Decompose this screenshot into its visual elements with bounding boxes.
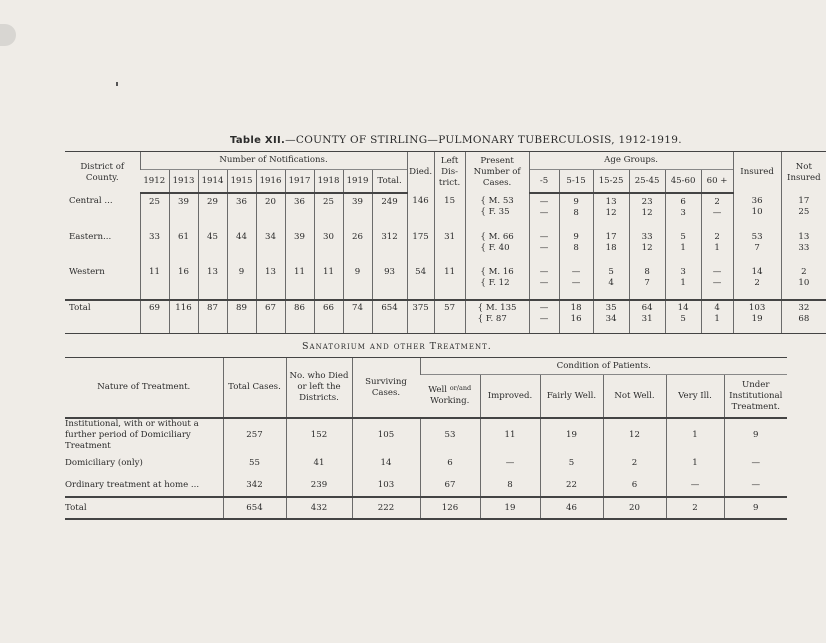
- value-cell: 41: [286, 452, 352, 474]
- age-cell: 4 1: [701, 300, 733, 334]
- value-cell: 105: [352, 418, 420, 452]
- age-cell: — —: [529, 229, 559, 264]
- punch-hole: [0, 24, 16, 46]
- header-age: 5-15: [559, 170, 593, 194]
- header-age: -5: [529, 170, 559, 194]
- value-cell: 103: [352, 474, 420, 497]
- not-insured-cell: 2 10: [781, 264, 826, 300]
- header-year: 1916: [256, 170, 285, 194]
- total-row: [65, 300, 826, 334]
- year-count: 87: [198, 300, 227, 334]
- value-cell: 12: [603, 418, 666, 452]
- year-count: 9: [343, 264, 372, 300]
- left-count: 11: [434, 264, 465, 300]
- header-year: 1912: [140, 170, 169, 194]
- age-cell: 2 1: [701, 229, 733, 264]
- table-title-text: —COUNTY OF STIRLING—PULMONARY TUBERCULOSIS, 1912-1919.: [285, 134, 682, 146]
- value-cell: 239: [286, 474, 352, 497]
- year-count: 39: [285, 229, 314, 264]
- header-well-working: Well $^{or/and}$ Working.: [420, 375, 480, 419]
- present-cases: { M. 135 { F. 87: [465, 300, 529, 334]
- year-count: 25: [140, 193, 169, 229]
- value-cell: 342: [223, 474, 286, 497]
- year-count: 67: [256, 300, 285, 334]
- value-cell: 19: [540, 418, 603, 452]
- value-cell: 55: [223, 452, 286, 474]
- total-count: 654: [372, 300, 407, 334]
- table-row: [65, 264, 826, 300]
- year-count: 16: [169, 264, 198, 300]
- header-insured: Insured: [733, 152, 781, 194]
- year-count: 89: [227, 300, 256, 334]
- value-cell: 20: [603, 497, 666, 519]
- year-count: 39: [343, 193, 372, 229]
- value-cell: 1: [666, 452, 724, 474]
- year-count: 33: [140, 229, 169, 264]
- value-cell: 1: [666, 418, 724, 452]
- value-cell: 8: [480, 474, 540, 497]
- header-year: 1915: [227, 170, 256, 194]
- table-row: [65, 229, 826, 264]
- not-insured-cell: 13 33: [781, 229, 826, 264]
- year-count: 44: [227, 229, 256, 264]
- year-count: 74: [343, 300, 372, 334]
- age-cell: — —: [529, 300, 559, 334]
- age-cell: 13 12: [593, 193, 629, 229]
- header-under-treatment: Under Institutional Treatment.: [724, 375, 787, 419]
- value-cell: —: [480, 452, 540, 474]
- header-age: 60 +: [701, 170, 733, 194]
- present-male: M. 16: [488, 267, 514, 277]
- value-cell: 6: [603, 474, 666, 497]
- value-cell: 67: [420, 474, 480, 497]
- insured-cell: 53 7: [733, 229, 781, 264]
- year-count: 25: [314, 193, 343, 229]
- treatment-name: Institutional, with or without a further period of Domiciliary Treatment: [65, 418, 223, 452]
- age-cell: — —: [529, 193, 559, 229]
- header-total-cases: Total Cases.: [223, 358, 286, 419]
- header-very-ill: Very Ill.: [666, 375, 724, 419]
- header-surviving: Surviving Cases.: [352, 358, 420, 419]
- header-age: 15-25: [593, 170, 629, 194]
- age-cell: 33 12: [629, 229, 665, 264]
- present-male: M. 53: [488, 196, 514, 206]
- value-cell: 22: [540, 474, 603, 497]
- header-year: 1917: [285, 170, 314, 194]
- header-total: Total.: [372, 170, 407, 194]
- age-cell: 64 31: [629, 300, 665, 334]
- total-count: 249: [372, 193, 407, 229]
- value-cell: 53: [420, 418, 480, 452]
- value-cell: 19: [480, 497, 540, 519]
- year-count: 39: [169, 193, 198, 229]
- age-cell: 8 7: [629, 264, 665, 300]
- present-female: F. 87: [485, 314, 507, 324]
- year-count: 34: [256, 229, 285, 264]
- value-cell: 257: [223, 418, 286, 452]
- header-age-groups: Age Groups.: [529, 152, 733, 170]
- year-count: 69: [140, 300, 169, 334]
- year-count: 36: [285, 193, 314, 229]
- present-cases: { M. 66 { F. 40: [465, 229, 529, 264]
- header-died-left: No. who Died or left the Districts.: [286, 358, 352, 419]
- header-left-district: Left Dis- trict.: [434, 152, 465, 194]
- header-died: Died.: [407, 152, 434, 194]
- present-female: F. 40: [488, 243, 510, 253]
- treatment-name: Ordinary treatment at home ...: [65, 479, 200, 490]
- year-count: 13: [198, 264, 227, 300]
- age-cell: 35 34: [593, 300, 629, 334]
- left-count: 31: [434, 229, 465, 264]
- table-row: [65, 452, 787, 474]
- value-cell: 14: [352, 452, 420, 474]
- value-cell: 2: [603, 452, 666, 474]
- not-insured-cell: 32 68: [781, 300, 826, 334]
- insured-cell: 103 19: [733, 300, 781, 334]
- age-cell: — —: [701, 264, 733, 300]
- died-count: 146: [407, 193, 434, 229]
- total-label: Total: [65, 300, 140, 334]
- value-cell: —: [724, 452, 787, 474]
- present-female: F. 35: [488, 207, 510, 217]
- total-label: Total: [65, 497, 223, 519]
- value-cell: 6: [420, 452, 480, 474]
- table-row: [65, 474, 787, 497]
- age-cell: 5 1: [665, 229, 701, 264]
- year-count: 11: [314, 264, 343, 300]
- age-cell: 17 18: [593, 229, 629, 264]
- value-cell: 126: [420, 497, 480, 519]
- value-cell: —: [724, 474, 787, 497]
- insured-cell: 36 10: [733, 193, 781, 229]
- age-cell: — —: [529, 264, 559, 300]
- total-count: 312: [372, 229, 407, 264]
- died-count: 375: [407, 300, 434, 334]
- table-row: [65, 418, 787, 452]
- age-cell: — —: [559, 264, 593, 300]
- value-cell: 5: [540, 452, 603, 474]
- year-count: 13: [256, 264, 285, 300]
- year-count: 11: [140, 264, 169, 300]
- header-age: 25-45: [629, 170, 665, 194]
- age-cell: 2 —: [701, 193, 733, 229]
- header-year: 1919: [343, 170, 372, 194]
- year-count: 30: [314, 229, 343, 264]
- total-row: [65, 497, 787, 519]
- district-name: Western: [69, 267, 105, 277]
- treatment-name: Domiciliary (only): [65, 457, 143, 468]
- value-cell: 9: [724, 497, 787, 519]
- value-cell: 9: [724, 418, 787, 452]
- header-year: 1913: [169, 170, 198, 194]
- year-count: 29: [198, 193, 227, 229]
- present-cases: { M. 53 { F. 35: [465, 193, 529, 229]
- age-cell: 9 8: [559, 193, 593, 229]
- table-number: Table XII.: [230, 135, 286, 146]
- age-cell: 5 4: [593, 264, 629, 300]
- value-cell: 432: [286, 497, 352, 519]
- header-district: District of County.: [65, 152, 140, 194]
- header-year: 1918: [314, 170, 343, 194]
- notifications-table: [65, 151, 826, 334]
- header-notifications-group: Number of Notifications.: [140, 152, 407, 170]
- section-title: Sanatorium and other Treatment.: [302, 341, 492, 352]
- age-cell: 14 5: [665, 300, 701, 334]
- ink-mark: [116, 82, 118, 86]
- present-female: F. 12: [488, 278, 510, 288]
- year-count: 61: [169, 229, 198, 264]
- district-name: Central ...: [69, 196, 113, 206]
- header-year: 1914: [198, 170, 227, 194]
- year-count: 11: [285, 264, 314, 300]
- year-count: 26: [343, 229, 372, 264]
- header-improved: Improved.: [480, 375, 540, 419]
- present-male: M. 135: [485, 303, 517, 313]
- header-nature: Nature of Treatment.: [65, 358, 223, 419]
- left-count: 57: [434, 300, 465, 334]
- header-not-well: Not Well.: [603, 375, 666, 419]
- value-cell: 2: [666, 497, 724, 519]
- district-name: Eastern...: [69, 232, 112, 242]
- value-cell: 11: [480, 418, 540, 452]
- insured-cell: 14 2: [733, 264, 781, 300]
- year-count: 9: [227, 264, 256, 300]
- value-cell: 152: [286, 418, 352, 452]
- year-count: 36: [227, 193, 256, 229]
- header-age: 45-60: [665, 170, 701, 194]
- total-count: 93: [372, 264, 407, 300]
- age-cell: 18 16: [559, 300, 593, 334]
- year-count: 20: [256, 193, 285, 229]
- header-not-insured: Not Insured: [781, 152, 826, 194]
- table-row: [65, 193, 826, 229]
- header-fairly-well: Fairly Well.: [540, 375, 603, 419]
- value-cell: 222: [352, 497, 420, 519]
- value-cell: 46: [540, 497, 603, 519]
- year-count: 45: [198, 229, 227, 264]
- age-cell: 6 3: [665, 193, 701, 229]
- table-title: [230, 134, 682, 146]
- left-count: 15: [434, 193, 465, 229]
- age-cell: 3 1: [665, 264, 701, 300]
- year-count: 66: [314, 300, 343, 334]
- year-count: 86: [285, 300, 314, 334]
- age-cell: 23 12: [629, 193, 665, 229]
- age-cell: 9 8: [559, 229, 593, 264]
- present-male: M. 66: [488, 232, 514, 242]
- treatment-table: [65, 357, 787, 520]
- header-condition-group: Condition of Patients.: [420, 358, 787, 375]
- year-count: 116: [169, 300, 198, 334]
- died-count: 54: [407, 264, 434, 300]
- present-cases: { M. 16 { F. 12: [465, 264, 529, 300]
- value-cell: 654: [223, 497, 286, 519]
- not-insured-cell: 17 25: [781, 193, 826, 229]
- header-present-number: Present Number of Cases.: [465, 152, 529, 194]
- value-cell: —: [666, 474, 724, 497]
- died-count: 175: [407, 229, 434, 264]
